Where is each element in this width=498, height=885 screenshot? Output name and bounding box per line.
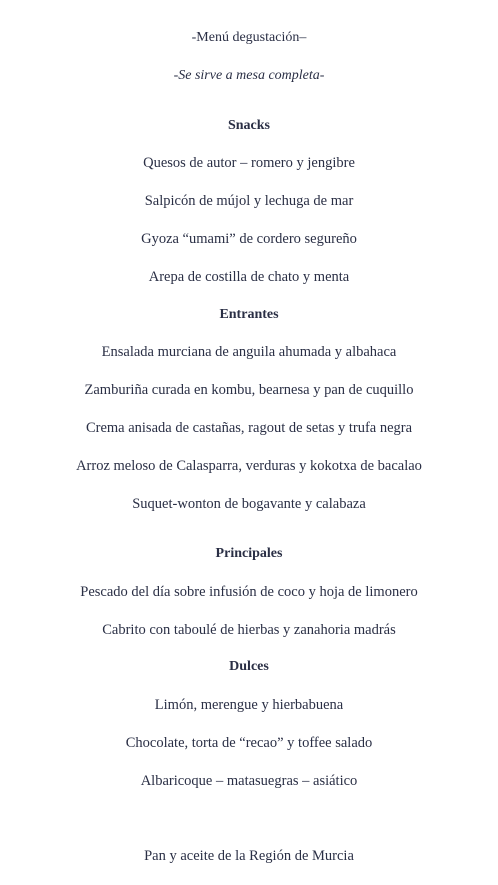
section-heading-dulces: Dulces [229,659,269,674]
menu-title: -Menú degustación– [191,30,307,45]
menu-item: Crema anisada de castañas, ragout de setas y trufa negra [85,420,413,436]
section-heading-principales: Principales [215,546,283,561]
menu-item: Chocolate, torta de “recao” y toffee salado [125,735,373,751]
menu-item: Pescado del día sobre infusión de coco y hoja de limonero [80,584,418,600]
menu-item: Cabrito con taboulé de hierbas y zanahoria madrás [102,622,396,638]
section-heading-snacks: Snacks [227,118,271,133]
menu-item: Gyoza “umami” de cordero segureño [141,231,357,247]
section-heading-entrantes: Entrantes [219,307,279,322]
menu-item: Arroz meloso de Calasparra, verduras y kokotxa de bacalao [76,458,422,474]
menu-item: Suquet-wonton de bogavante y calabaza [132,496,366,512]
menu-footer: Pan y aceite de la Región de Murcia [144,848,354,864]
menu-item: Limón, merengue y hierbabuena [154,697,344,713]
menu-item: Salpicón de mújol y lechuga de mar [144,193,354,209]
menu-item: Albaricoque – matasuegras – asiático [140,773,358,789]
menu-item: Ensalada murciana de anguila ahumada y albahaca [101,344,397,360]
menu-item: Zamburiña curada en kombu, bearnesa y pan de cuquillo [84,382,414,398]
menu-subtitle: -Se sirve a mesa completa- [173,68,325,83]
menu-item: Arepa de costilla de chato y menta [148,269,350,285]
menu-item: Quesos de autor – romero y jengibre [143,155,355,171]
